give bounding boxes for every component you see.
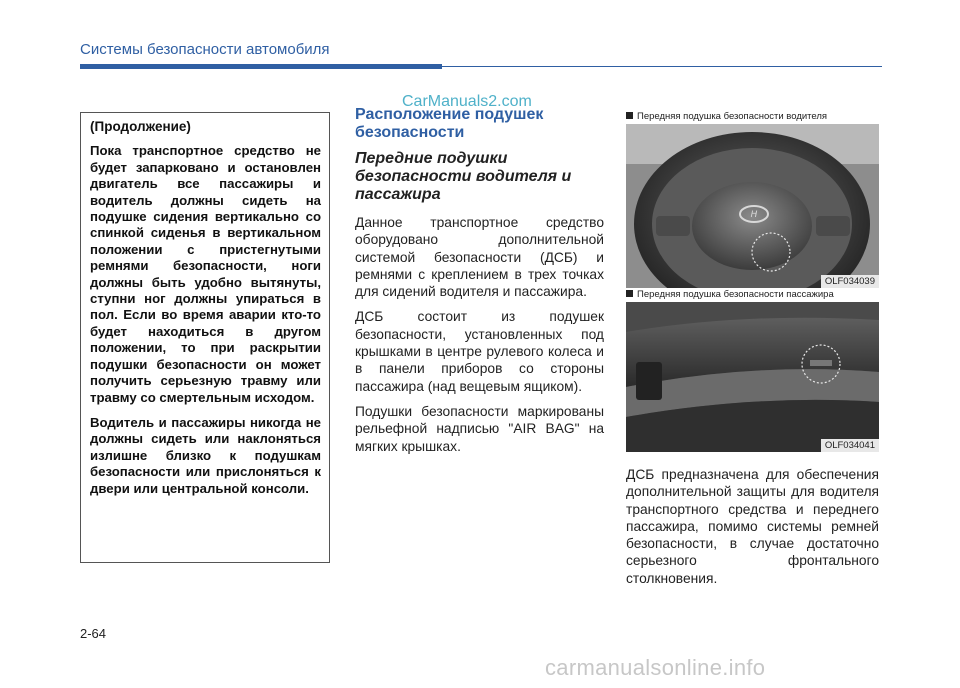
subsection-heading: Передние подушки безопасности водителя и пассажира xyxy=(355,150,572,203)
figure-driver-airbag xyxy=(626,110,879,288)
figure-code: OLF034039 xyxy=(821,275,879,288)
figure-caption: Передняя подушка безопасности водителя xyxy=(626,110,879,124)
watermark-bottom: carmanualsonline.info xyxy=(545,655,766,680)
warning-paragraph: Водитель и пассажиры никогда не должны сидеть или наклоняться излишне близко к подушкам безопасности или прислоняться к двери или центральной консоли. xyxy=(90,414,321,496)
watermark-top: CarManuals2.com xyxy=(402,93,532,110)
column3-text xyxy=(626,466,879,595)
section-heading: Расположение подушек безопасности xyxy=(355,106,544,141)
dashboard-photo xyxy=(626,302,879,452)
main-column xyxy=(355,106,604,463)
steering-wheel-illustration xyxy=(626,124,879,288)
body-paragraph: ДСБ предназначена для обеспечения дополнительной защиты для водителя транспортного средства и переднего пассажира, помимо системы ремней безопасности, в случае достаточно серьезного фронтального столкновения. xyxy=(626,467,879,586)
warning-paragraph: Пока транспортное средство не будет запарковано и остановлен двигатель все пассажиры и водитель должны сидеть на подушке сидения вертикально со спинкой сиденья в вертикальном положении с пристегнутыми ремнями безопасности, ноги должны быть удобно вытянуты, ступни ног должны упираться в пол. Если во время аварии кто-то будет находиться в другом положении, то при раскрытии подушки безопасности он может получить серьезную травму или травму со смертельным исходом. xyxy=(90,143,321,405)
warning-box xyxy=(80,112,330,563)
header-rule-thick xyxy=(80,64,442,69)
body-paragraph: ДСБ состоит из подушек безопасности, установленных под крышками в центре рулевого колеса и в панели приборов со стороны пассажира (над вещевым ящиком). xyxy=(355,309,604,394)
page-number: 2-64 xyxy=(80,626,107,641)
figure-caption: Передняя подушка безопасности пассажира xyxy=(626,288,879,302)
dashboard-illustration xyxy=(626,302,879,452)
figure-passenger-airbag xyxy=(626,288,879,452)
body-paragraph: Подушки безопасности маркированы рельефной надписью "AIR BAG" на мягких крышках. xyxy=(355,403,604,454)
svg-text:H: H xyxy=(750,210,758,220)
continued-label: (Продолжение) xyxy=(90,119,191,134)
header-rule-thin xyxy=(442,66,882,67)
section-title: Системы безопасности автомобиля xyxy=(80,41,330,58)
body-paragraph: Данное транспортное средство оборудовано дополнительной системой безопасности (ДСБ) и ремнями с креплением в трех точках для сидений водителя и пассажира. xyxy=(355,215,604,300)
steering-wheel-photo xyxy=(626,124,879,288)
figure-code: OLF034041 xyxy=(821,439,879,452)
